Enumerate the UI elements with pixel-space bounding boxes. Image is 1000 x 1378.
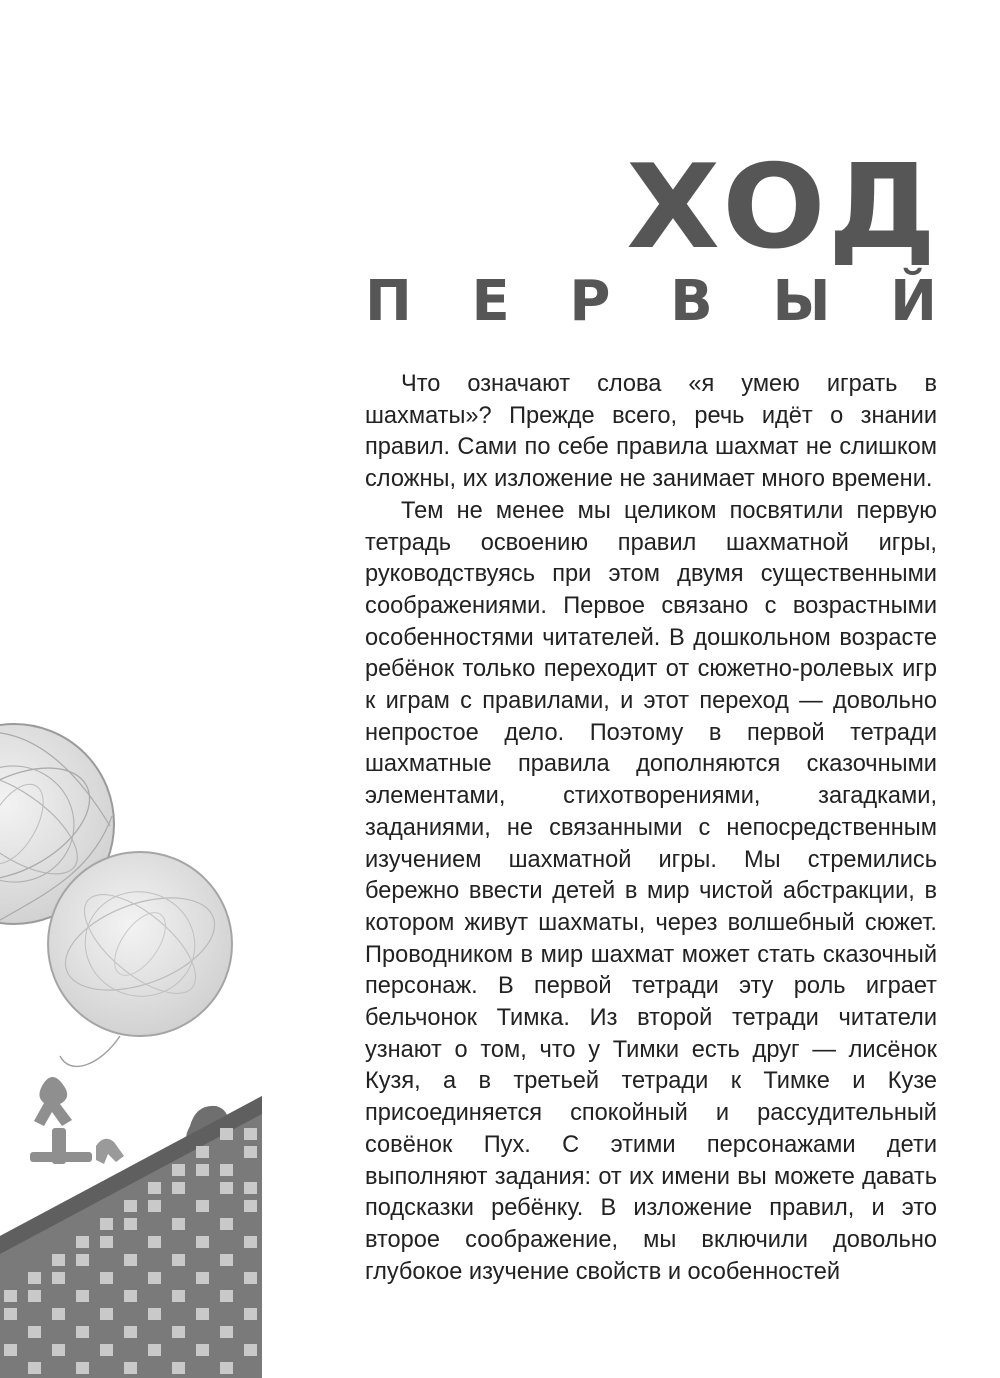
decorative-illustration xyxy=(0,676,262,1378)
body-text xyxy=(365,369,937,1288)
chapter-title-main: ХОД xyxy=(625,140,938,275)
title-letter: Ы xyxy=(772,269,831,334)
paragraph: Что означают слова «я умею играть в шахматы»? Прежде всего, речь идёт о знании правил. Сами по себе правила шахмат не слишком сложны, их изложение не занимает много времени. xyxy=(365,371,937,493)
chess-piece-icon xyxy=(96,1139,124,1164)
title-letter: Р xyxy=(569,269,611,334)
yarn-ball-icon xyxy=(48,852,232,1066)
title-letter: Й xyxy=(890,269,937,334)
chessboard-pattern xyxy=(0,1096,262,1378)
title-letter: Е xyxy=(471,269,510,334)
chapter-title-sub xyxy=(365,269,937,334)
title-letter: В xyxy=(670,269,713,334)
title-letter: П xyxy=(365,269,412,334)
paragraph: Тем не менее мы целиком посвятили первую тетрадь освоению правил шахматной игры, руководствуясь при этом двумя существенными соображениями. Первое связано с возрастными особенностями читателей. В дошкольном возрасте ребёнок только переходит от сюжетно-ролевых игр к играм с правилами, и этот переход — довольно непростое дело. Поэтому в первой тетради шахматные правила дополняются сказочными элементами, стихотворениями, загадками, заданиями, не связанными с непосредственным изучением шахматной игры. Мы стремились бережно ввести детей в мир чистой абстракции, в котором живут шахматы, через волшебный сюжет. Проводником в мир шахмат может стать сказочный персонаж. В первой тетради эту роль играет бельчонок Тимка. Из второй тетради читатели узнают о том, что у Тимки есть друг — лисёнок Кузя, а в третьей тетради к Тимке и Кузе присоединяется спокойный и рассудительный совёнок Пух. С этими персонажами дети выполняют задания: от их имени вы можете давать подсказки ребёнку. В изложение правил, и это второе соображение, мы включили довольно глубокое изучение свойств и особенностей xyxy=(365,497,937,1285)
chess-piece-icon xyxy=(30,1077,92,1164)
